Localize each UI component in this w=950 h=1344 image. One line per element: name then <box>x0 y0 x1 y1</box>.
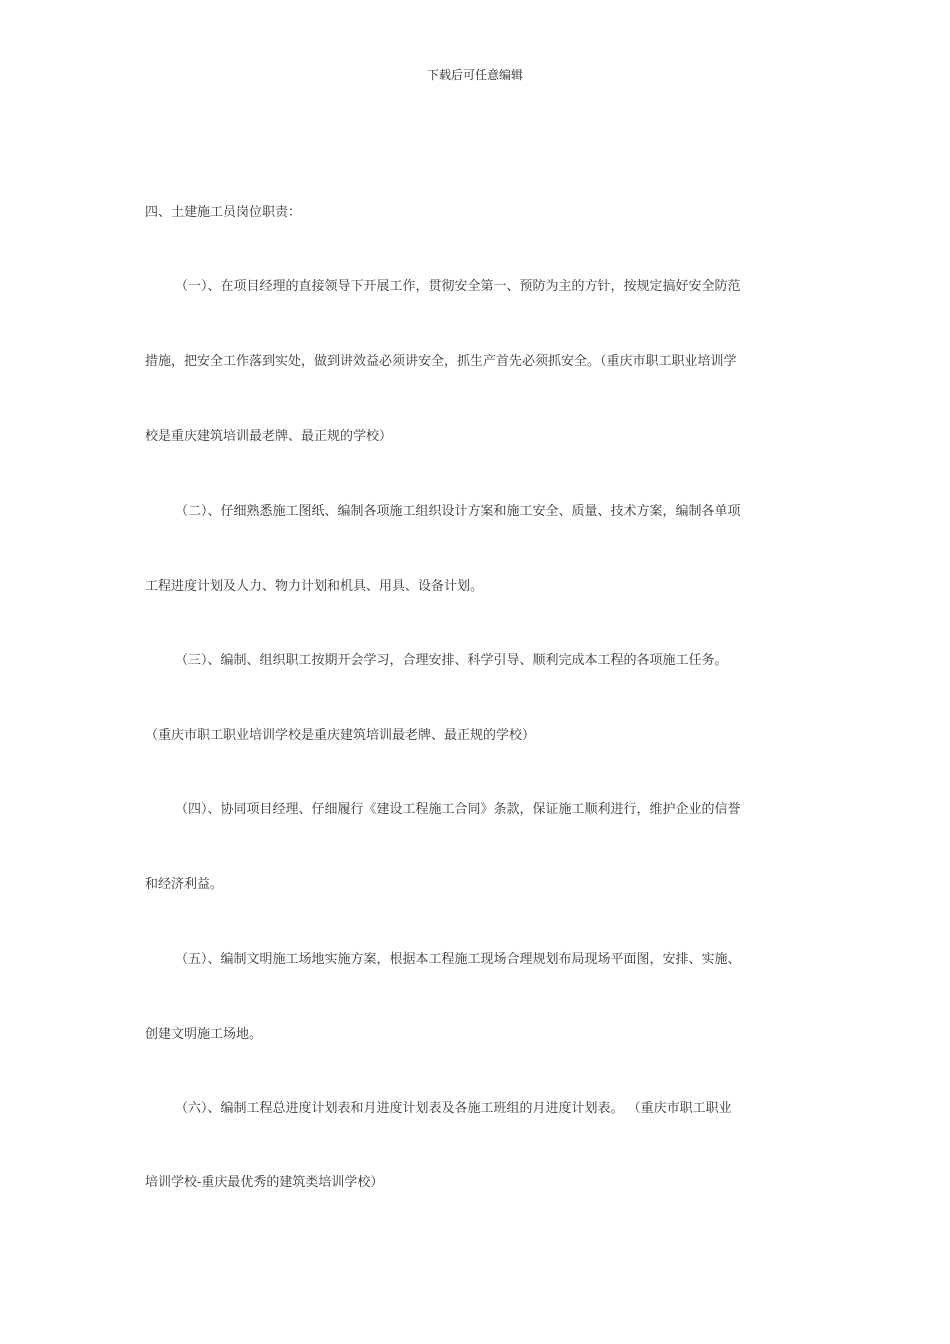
paragraph-line: （六）、编制工程总进度计划表和月进度计划表及各施工班组的月进度计划表。 （重庆市职工职业 <box>175 1101 732 1116</box>
paragraph-line: 措施，把安全工作落到实处，做到讲效益必须讲安全，抓生产首先必须抓安全。（重庆市职工职业培训学 <box>145 354 737 369</box>
paragraph-line: 创建文明施工场地。 <box>145 1027 263 1042</box>
paragraph-line: 工程进度计划及人力、物力计划和机具、用具、设备计划。 <box>145 579 484 594</box>
paragraph-line: （四）、协同项目经理、仔细履行《建设工程施工合同》条款，保证施工顺利进行，维护企业的信誉 <box>175 802 741 817</box>
paragraph-line: 校是重庆建筑培训最老牌、最正规的学校） <box>145 429 393 444</box>
paragraph-line: （二）、仔细熟悉施工图纸、编制各项施工组织设计方案和施工安全、质量、技术方案，编制各单项 <box>175 504 741 519</box>
header-note: 下载后可任意编辑 <box>426 68 523 82</box>
paragraph-line: （五）、编制文明施工场地实施方案，根据本工程施工现场合理规划布局现场平面图，安排、实施、 <box>175 952 741 967</box>
paragraph-line: （一）、在项目经理的直接领导下开展工作，贯彻安全第一、预防为主的方针，按规定搞好安全防范 <box>175 279 741 294</box>
paragraph-line: （重庆市职工职业培训学校是重庆建筑培训最老牌、最正规的学校） <box>145 728 536 743</box>
section-title: 四、土建施工员岗位职责： <box>145 205 302 220</box>
paragraph-line: 和经济利益。 <box>145 877 224 892</box>
paragraph-line: 培训学校-重庆最优秀的建筑类培训学校） <box>145 1175 384 1190</box>
paragraph-line: （三）、编制、组织职工按期开会学习，合理安排、科学引导、顺利完成本工程的各项施工任务。 <box>175 653 728 668</box>
